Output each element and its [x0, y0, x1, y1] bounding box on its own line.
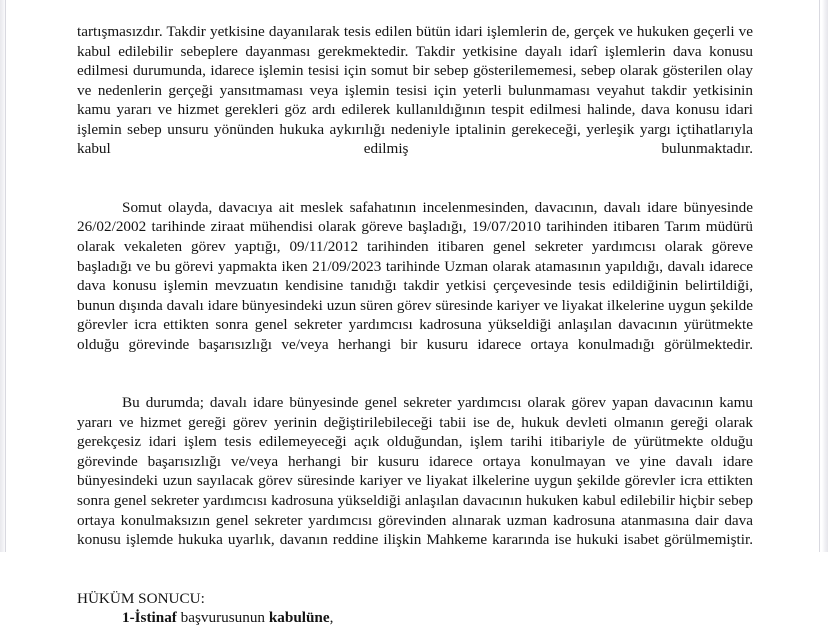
page-left-edge-line — [5, 0, 6, 552]
ruling-item-tail: , — [329, 609, 334, 627]
ruling-item-middle: başvurusunun — [176, 609, 269, 627]
ruling-item-1 — [77, 608, 753, 628]
paragraph-findings: Somut olayda, davacıya ait meslek safahatının incelenmesinden, davacının, davalı idare bünyesinde 26/02/2002 tarihinde ziraat mühendisi olarak göreve başladığı, 19/07/2010 tarihinden itibaren Tarım müdürü olarak vekaleten görev yaptığı, 09/11/2012 tarihinden itibaren genel sekreter yardımcısı olarak göreve başladığı ve bu görevi yapmakta iken 21/09/2023 tarihinde Uzman olarak atamasının yapıldığı, davalı idarece dava konusu işlemin mevzuatın kendisine tanıdığı takdir yetkisi çerçevesinde tesis edildiğinin belirtildiği, bunun dışında davalı idare bünyesindeki uzun süren görev süresinde kariyer ve liyakat ilkelerine uygun şekilde görevler icra ettikten sonra genel sekreter yardımcısı kadrosuna yükseldiği anlaşılan davacının yürütmekte olduğu görevinde başarısızlığı ve/veya herhangi bir kusuru idarece ortaya konulmadığı görülmektedir. — [77, 198, 753, 353]
ruling-item-number: 1-İstinaf — [122, 609, 177, 627]
ruling-heading-row — [77, 589, 753, 609]
paragraph-conclusion: Bu durumda; davalı idare bünyesinde genel sekreter yardımcısı olarak görev yapan davacının kamu yararı ve hizmet gereği görev yerinin değiştirilebileceği tabii ise de, hukuk devleti olmanın gereği olarak gerekçesiz idari işlem tesis edilemeyeceği açık olduğundan, işlem tarihi itibariyle de yürütmekte olduğu görevinde başarısızlığı ve/veya herhangi bir kusuru idarece ortaya konulmayan ve yine davalı idare bünyesindeki uzun sayılacak görev süresinde kariyer ve liyakat ilkelerine uygun şekilde görevler icra ettikten sonra genel sekreter yardımcısı kadrosuna yükseldiği anlaşılan davacının hukuken kabul edilebilir hiçbir sebep ortaya konulmaksızın genel sekreter yardımcısı görevinden alınarak uzman kadrosuna atanmasına dair dava konusu işlemde hukuka uyarlık, davanın reddine ilişkin Mahkeme kararında ise hukuki isabet görülmemiştir. — [77, 394, 753, 549]
ruling-heading: HÜKÜM SONUCU: — [77, 589, 205, 607]
page-right-edge-line — [819, 0, 820, 552]
page-right-gutter — [822, 0, 828, 552]
paragraph-continuation: tartışmasızdır. Takdir yetkisine dayanılarak tesis edilen bütün idari işlemlerin de, gerçek ve hukuken geçerli ve kabul edilebilir sebeplere dayanması gerekmektedir. Takdir yetkisine dayalı idarî işlemlerin dava konusu edilmesi durumunda, idarece işlemin tesisi için somut bir sebep gösterilememesi, sebep olarak gösterilen olay ve nedenlerin gerçeği yansıtmaması veya işlemin tesisi için yeterli bulunmaması veyahut takdir yetkisinin kamu yararı ve hizmet gerekleri göz ardı edilerek kullanıldığının tespit edilmesi halinde, dava konusu idari işlemin sebep unsuru yönünden hukuka aykırılığı nedeniyle iptalinin gerekeceği, yerleşik yargı içtihatlarıyla kabul edilmiş bulunmaktadır. — [77, 23, 753, 158]
ruling-item-emphasis: kabulüne — [268, 609, 330, 627]
document-text-column — [77, 22, 753, 628]
